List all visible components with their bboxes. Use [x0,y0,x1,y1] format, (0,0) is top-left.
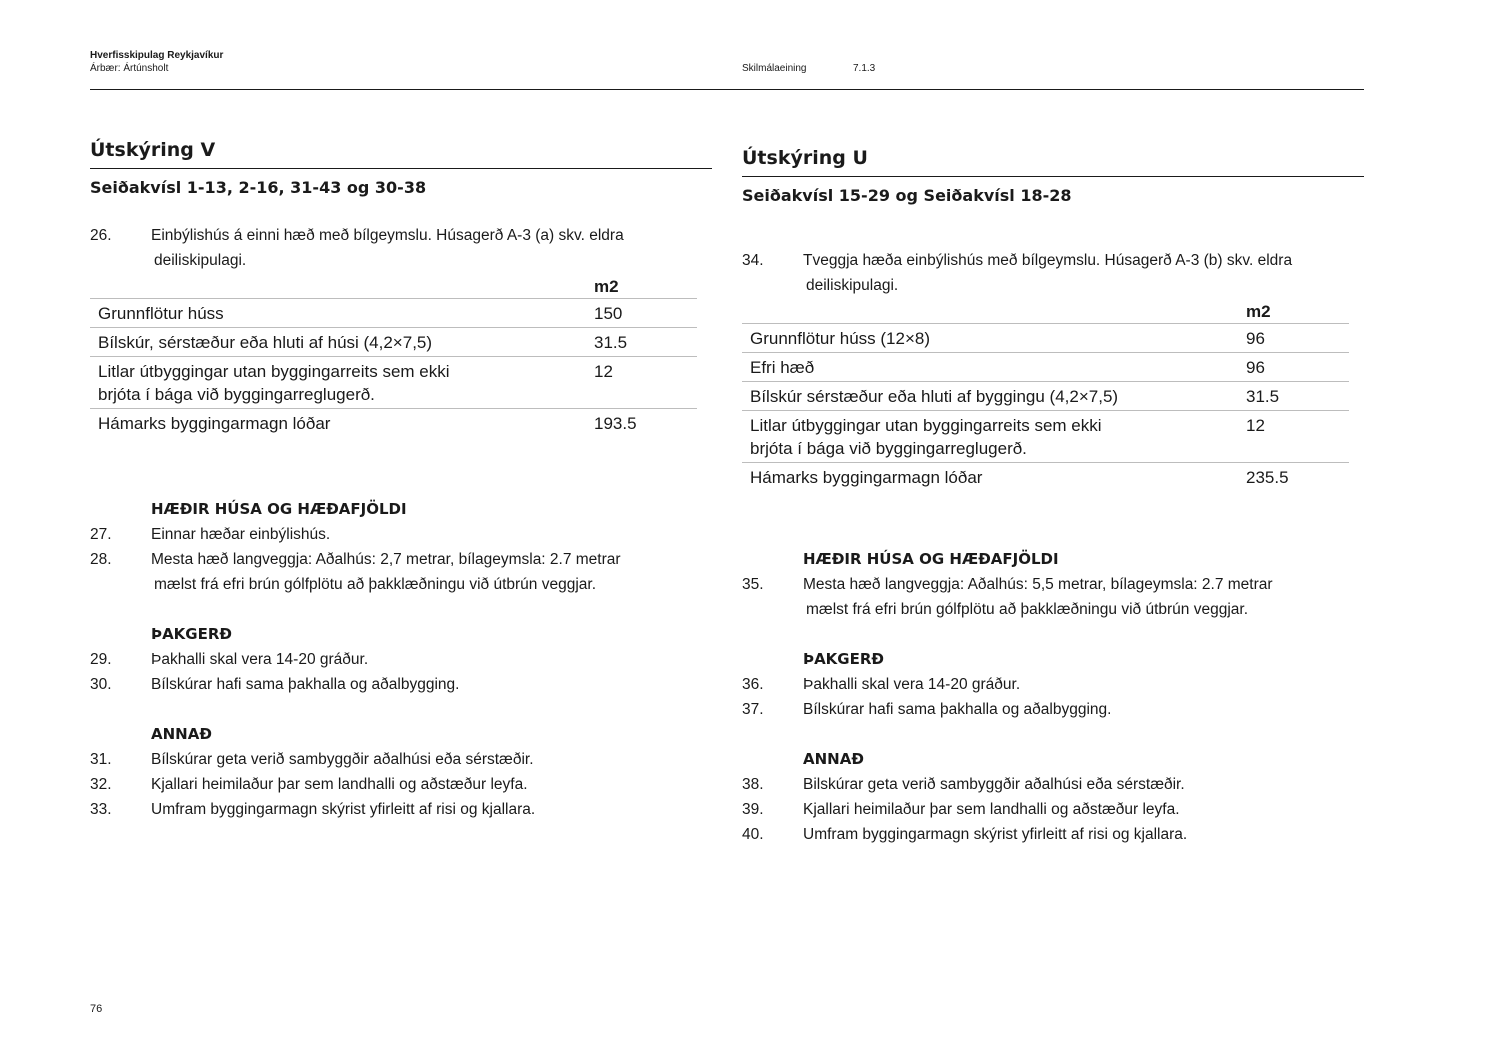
unit-header: m2 [588,274,697,299]
section-subheading: Seiðakvísl 15-29 og Seiðakvísl 18-28 [742,186,1072,205]
unit-header: m2 [1240,299,1349,324]
list-item [742,822,1364,847]
item-text: Mesta hæð langveggja: Aðalhús: 5,5 metrar, bílageymsla: 2.7 metrar [803,576,1273,593]
table-row [90,357,697,409]
row-value: 96 [1240,324,1349,353]
left-rules [90,497,712,822]
row-value: 150 [588,299,697,328]
area-table [90,274,697,437]
table-row [90,409,697,438]
left-column [90,138,712,437]
row-label-line: Litlar útbyggingar utan byggingarreits sem ekki [98,362,450,381]
section-subheading: Seiðakvísl 1-13, 2-16, 31-43 og 30-38 [90,178,427,197]
row-label: Grunnflötur húss (12×8) [742,324,1240,353]
item-number: 39. [742,801,764,818]
row-value: 31.5 [588,328,697,357]
item-number: 30. [90,676,112,693]
list-item [742,772,1364,797]
table-row [90,328,697,357]
row-label [90,357,588,409]
section-label: Skilmálaeining [742,63,807,74]
item-number: 37. [742,701,764,718]
item-number: 34. [742,252,764,269]
table-header-row [90,274,697,299]
right-rules [742,547,1364,847]
item-text: Þakhalli skal vera 14-20 gráður. [151,651,369,668]
list-item [742,572,1364,622]
item-text: Einnar hæðar einbýlishús. [151,526,331,543]
row-label [742,411,1240,463]
group-heading: ANNAÐ [151,725,212,743]
row-label: Hámarks byggingarmagn lóðar [750,468,983,487]
section-heading: Útskýring V [90,138,712,169]
table-header-row [742,299,1349,324]
item-number: 36. [742,676,764,693]
row-value: 193.5 [594,414,637,433]
list-item [90,672,712,697]
item-text: Umfram byggingarmagn skýrist yfirleitt af risi og kjallara. [803,826,1188,843]
row-label-line: Litlar útbyggingar utan byggingarreits sem ekki [750,416,1102,435]
item-number: 33. [90,801,112,818]
item-text: Kjallari heimilaður þar sem landhalli og aðstæður leyfa. [151,776,528,793]
item-text: Einbýlishús á einni hæð með bílgeymslu. Húsagerð A-3 (a) skv. eldra [151,227,624,244]
item-text-continued: mælst frá efri brún gólfplötu að þakklæðningu við útbrún veggjar. [154,576,596,593]
section-heading: Útskýring U [742,146,1364,177]
list-item [90,522,712,547]
group-heading: HÆÐIR HÚSA OG HÆÐAFJÖLDI [151,500,407,518]
item-text-continued: mælst frá efri brún gólfplötu að þakklæðningu við útbrún veggjar. [806,601,1248,618]
row-value: 12 [1240,411,1349,463]
group-heading: HÆÐIR HÚSA OG HÆÐAFJÖLDI [803,550,1059,568]
item-number: 35. [742,576,764,593]
item-number: 26. [90,227,112,244]
section-code: 7.1.3 [853,63,876,74]
document-title: Hverfisskipulag Reykjavíkur [90,50,224,61]
list-item [90,797,712,822]
item-text-continued: deiliskipulagi. [806,277,899,294]
item-number: 38. [742,776,764,793]
page-number: 76 [90,1003,103,1015]
row-value: 31.5 [1240,382,1349,411]
table-row [742,324,1349,353]
item-text-continued: deiliskipulagi. [154,252,247,269]
item-number: 28. [90,551,112,568]
table-row [742,382,1349,411]
item-number: 32. [90,776,112,793]
group-heading: ÞAKGERÐ [151,625,232,643]
item-text: Kjallari heimilaður þar sem landhalli og aðstæður leyfa. [803,801,1180,818]
table-row [742,463,1349,492]
list-item [90,547,712,597]
item-number: 27. [90,526,112,543]
row-label: Efri hæð [742,353,1240,382]
list-item [90,223,712,273]
row-label: Bílskúr, sérstæður eða hluti af húsi (4,2×7,5) [90,328,588,357]
row-value: 12 [588,357,697,409]
right-column [742,146,1364,491]
item-number: 29. [90,651,112,668]
list-item [90,647,712,672]
item-text: Þakhalli skal vera 14-20 gráður. [803,676,1021,693]
header-divider [90,89,1364,90]
row-label-line: brjóta í bága við byggingarreglugerð. [750,439,1027,458]
table-row [742,411,1349,463]
row-label: Grunnflötur húss [90,299,588,328]
item-number: 40. [742,826,764,843]
row-label: Bílskúr sérstæður eða hluti af byggingu (4,2×7,5) [742,382,1240,411]
area-table [742,299,1349,491]
group-heading: ÞAKGERÐ [803,650,884,668]
list-item [90,772,712,797]
item-text: Bílskúrar hafi sama þakhalla og aðalbygging. [151,676,460,693]
list-item [742,248,1364,298]
list-item [90,747,712,772]
item-text: Tveggja hæða einbýlishús með bílgeymslu. Húsagerð A-3 (b) skv. eldra [803,252,1293,269]
item-text: Bílskúrar hafi sama þakhalla og aðalbygging. [803,701,1112,718]
item-text: Umfram byggingarmagn skýrist yfirleitt af risi og kjallara. [151,801,536,818]
list-item [742,797,1364,822]
row-value: 96 [1240,353,1349,382]
item-text: Mesta hæð langveggja: Aðalhús: 2,7 metrar, bílageymsla: 2.7 metrar [151,551,621,568]
item-number: 31. [90,751,112,768]
list-item [742,697,1364,722]
item-text: Bílskúrar geta verið sambyggðir aðalhúsi eða sérstæðir. [151,751,534,768]
row-label-line: brjóta í bága við byggingarreglugerð. [98,385,375,404]
document-subtitle: Árbær: Ártúnsholt [90,63,169,74]
row-value: 235.5 [1246,468,1289,487]
row-label: Hámarks byggingarmagn lóðar [98,414,331,433]
table-row [90,299,697,328]
list-item [742,672,1364,697]
item-text: Bilskúrar geta verið sambyggðir aðalhúsi eða sérstæðir. [803,776,1185,793]
table-row [742,353,1349,382]
group-heading: ANNAÐ [803,750,864,768]
